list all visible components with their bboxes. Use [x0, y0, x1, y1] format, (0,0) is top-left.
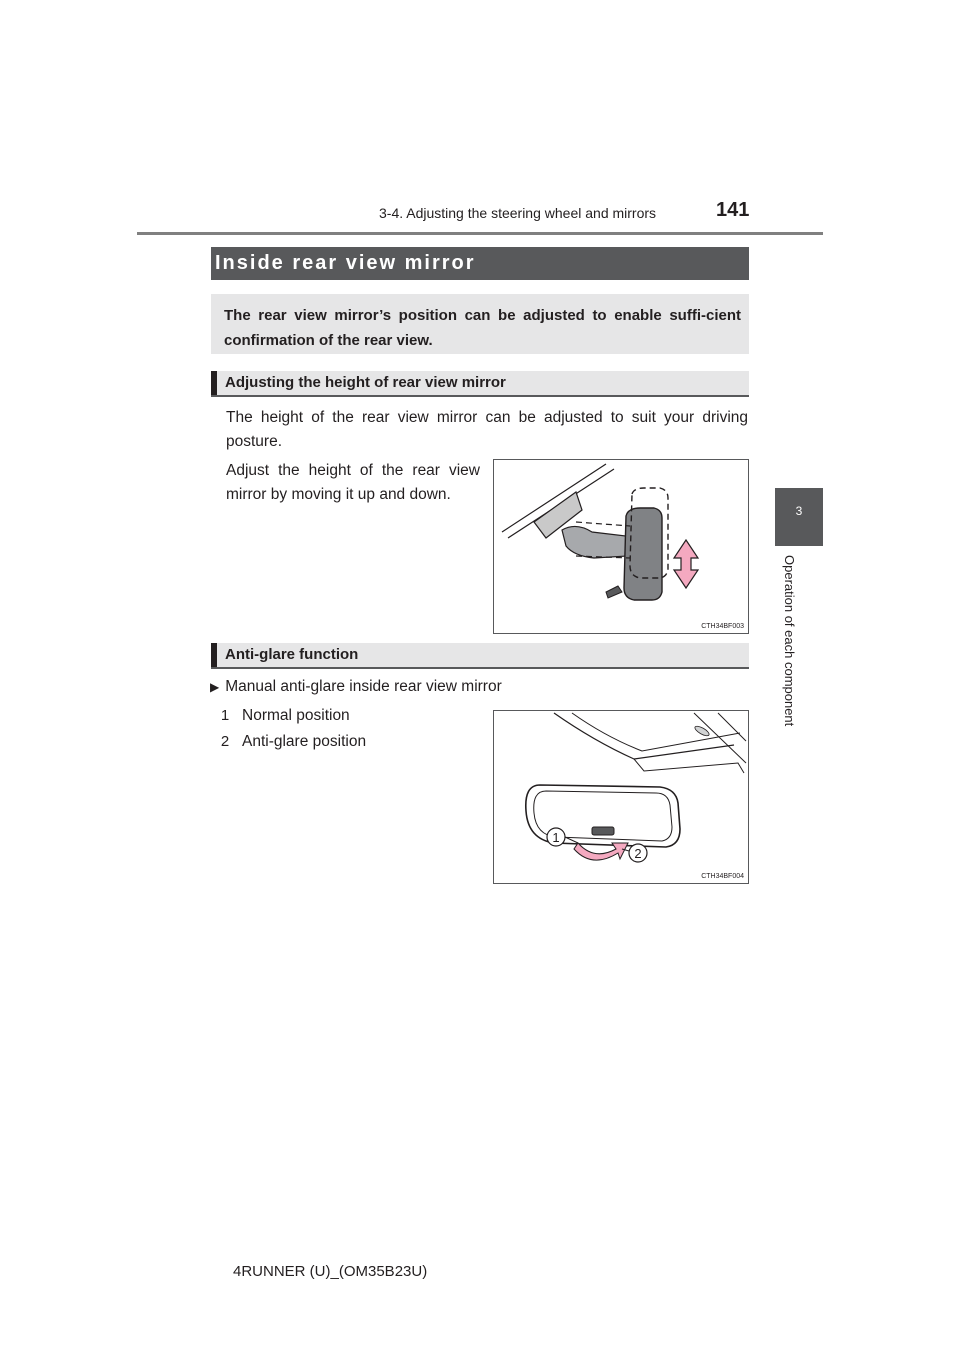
figure-mirror-height: [493, 459, 749, 634]
chapter-number: 3: [795, 504, 803, 518]
subheading-height: Adjusting the height of rear view mirror: [225, 374, 506, 391]
running-header-section: 3-4. Adjusting the steering wheel and mirrors: [379, 205, 657, 221]
chapter-title-vertical: [779, 555, 799, 755]
figure-antiglare: [493, 710, 749, 884]
page-number: 141: [716, 199, 750, 221]
height-paragraph-1: The height of the rear view mirror can be adjusted to suit your driving posture.: [226, 409, 748, 450]
antiglare-bullet-text: Manual anti-glare inside rear view mirror: [225, 678, 502, 695]
footer-model: 4RUNNER (U)_(OM35B23U): [233, 1263, 428, 1280]
item-label: Anti-glare position: [242, 733, 367, 750]
subheading-antiglare-bar: [211, 643, 749, 669]
intro-text: The rear view mirror’s position can be adjusted to enable suffi-cient confirmation of the rear view.: [224, 307, 741, 349]
chapter-tab: [775, 488, 823, 546]
antiglare-bullet: [210, 678, 502, 696]
header-divider: [137, 232, 823, 235]
list-item: [218, 733, 366, 751]
item-number: 1: [220, 707, 230, 724]
subheading-marker: [211, 371, 217, 395]
antiglare-illustration: [494, 711, 748, 883]
height-paragraph-2: Adjust the height of the rear view mirror by moving it up and down.: [226, 462, 480, 503]
figure-code: CTH34BF003: [701, 623, 744, 630]
callout-2-label: 2: [634, 846, 642, 861]
callout-1-label: 1: [552, 830, 560, 845]
chapter-title: Operation of each component: [782, 555, 797, 727]
item-label: Normal position: [242, 707, 350, 724]
section-title-bar: [211, 247, 749, 280]
flip-arrow-icon: [574, 843, 628, 860]
figure-code: CTH34BF004: [701, 873, 744, 880]
subheading-height-bar: [211, 371, 749, 397]
subheading-marker: [211, 643, 217, 667]
section-title: Inside rear view mirror: [215, 252, 476, 274]
subheading-antiglare: Anti-glare function: [225, 646, 359, 663]
item-number: 2: [220, 733, 230, 750]
mirror-height-illustration: [494, 460, 748, 633]
up-down-arrow-icon: [674, 540, 698, 588]
triangle-bullet-icon: ▶: [210, 680, 220, 694]
list-item: [218, 707, 350, 725]
intro-box: [211, 294, 749, 354]
